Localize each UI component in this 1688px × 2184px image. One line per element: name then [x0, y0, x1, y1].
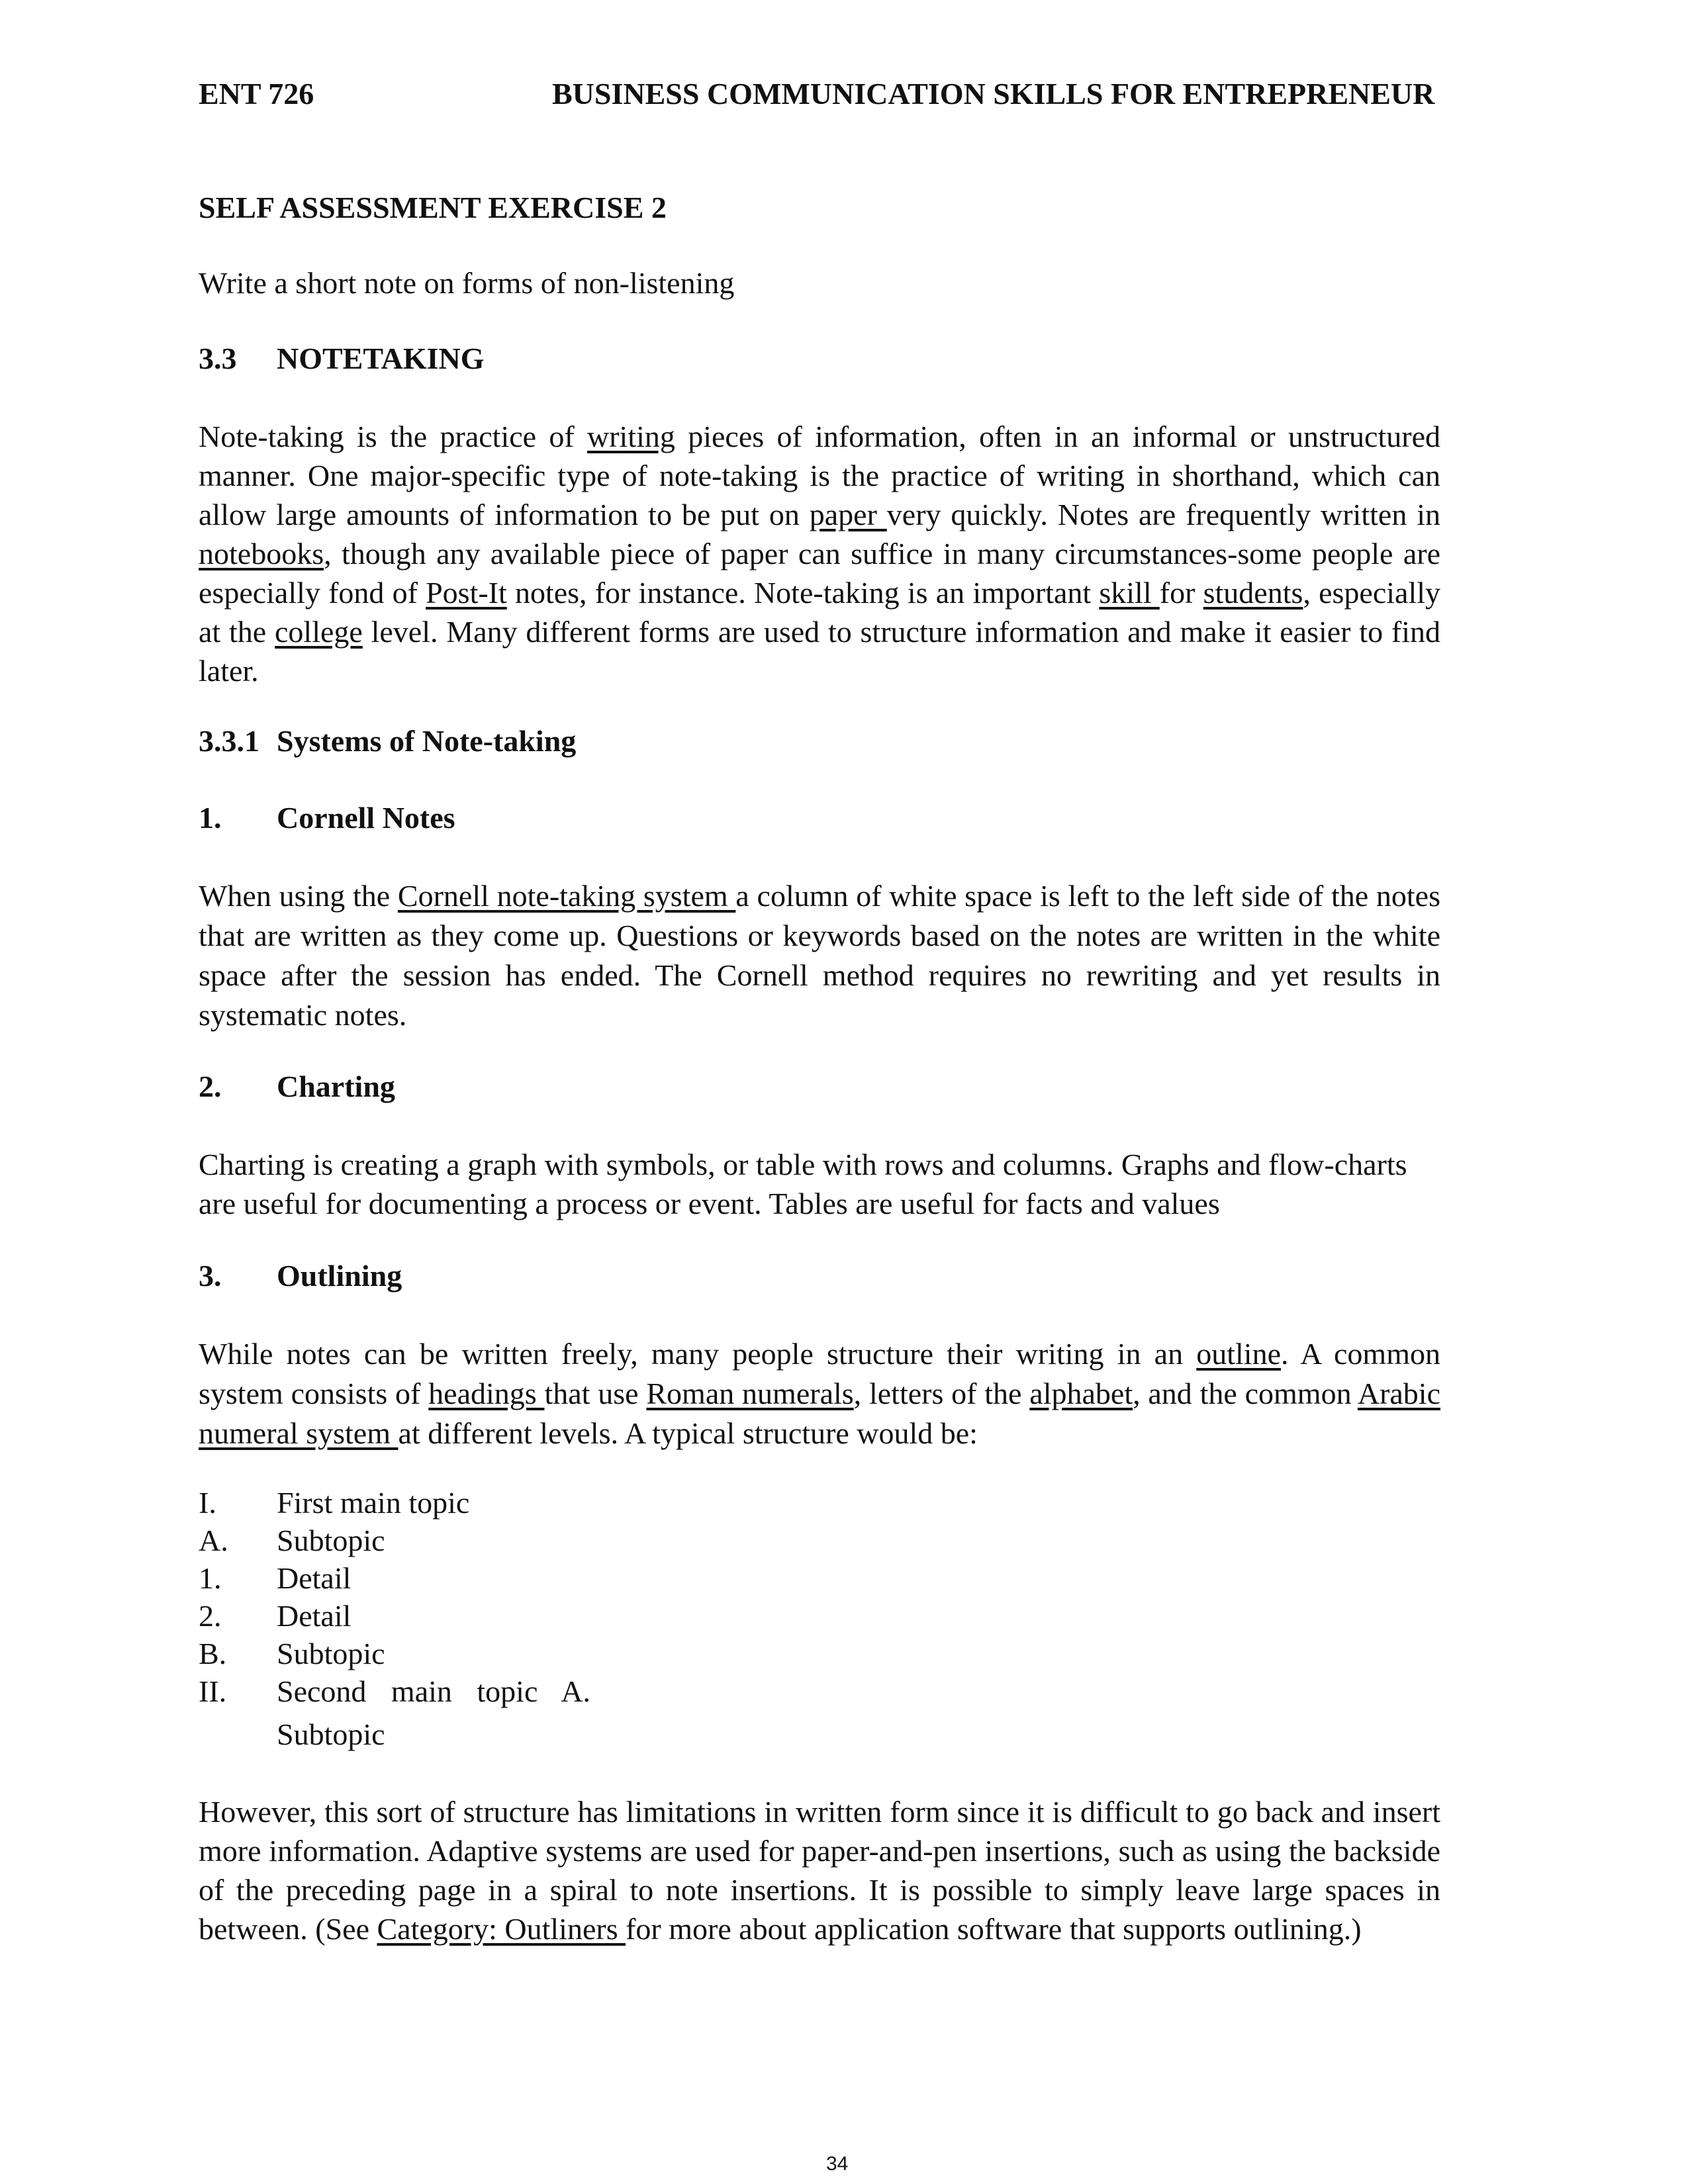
page-number: 34 [826, 2153, 849, 2175]
list-marker: 2. [199, 1599, 222, 1633]
section-title: NOTETAKING [277, 341, 485, 375]
list-text: Second main topic A. [277, 1674, 591, 1708]
header-course-code: ENT 726 [199, 77, 314, 111]
list-text: Subtopic [277, 1524, 385, 1557]
list-item [199, 1522, 794, 1559]
list-marker: II. [199, 1674, 227, 1708]
section-number: 3.3.1 [199, 724, 259, 758]
link-roman-numerals[interactable]: Roman numerals [646, 1377, 854, 1410]
link-college[interactable]: college [275, 615, 363, 649]
list-text: Detail [277, 1599, 352, 1633]
section-title: Systems of Note-taking [277, 724, 577, 758]
link-category-outliners[interactable]: Category: Outliners [377, 1912, 626, 1946]
link-paper[interactable]: paper [809, 498, 887, 531]
item-number: 2. [199, 1069, 222, 1103]
item-title: Charting [277, 1069, 395, 1103]
list-text: Subtopic [277, 1637, 385, 1670]
header-course-title: BUSINESS COMMUNICATION SKILLS FOR ENTREPRENEUR [552, 77, 1435, 111]
item-title: Outlining [277, 1259, 402, 1293]
list-item [199, 1559, 794, 1597]
list-text: First main topic [277, 1486, 470, 1520]
list-marker: B. [199, 1637, 227, 1670]
link-students[interactable]: students [1203, 576, 1303, 610]
list-item [199, 1635, 794, 1672]
link-headings[interactable]: headings [428, 1377, 545, 1410]
charting-paragraph: Charting is creating a graph with symbols, or table with rows and columns. Graphs and flow-charts are useful for documenting a process or event. Tables are useful for facts and values [199, 1148, 1407, 1220]
link-arabic-numeral-system[interactable]: Arabic numeral system [199, 1377, 1440, 1450]
outlining-paragraph: While notes can be written freely, many people structure their writing in an outline. A common system consists of headings that use Roman numerals, letters of the alphabet, and the common Arabic numeral system at different levels. A typical structure would be: [199, 1337, 1440, 1450]
item-title: Cornell Notes [277, 801, 455, 835]
list-item [199, 1672, 794, 1710]
list-item [199, 1597, 794, 1635]
list-item [199, 1715, 794, 1756]
link-alphabet[interactable]: alphabet [1029, 1377, 1133, 1410]
list-marker: 1. [199, 1561, 222, 1595]
link-outline[interactable]: outline [1196, 1337, 1282, 1371]
link-skill[interactable]: skill [1099, 576, 1160, 610]
list-text: Detail [277, 1561, 352, 1595]
cornell-paragraph: When using the Cornell note-taking system a column of white space is left to the left side of the notes that are written as they come up. Questions or keywords based on the notes are written in the white space after the session has ended. The Cornell method requires no rewriting and yet results in systematic notes. [199, 879, 1440, 1032]
notetaking-paragraph: Note-taking is the practice of writing pieces of information, often in an informal or unstructured manner. One major-specific type of note-taking is the practice of writing in shorthand, which can allow large amounts of information to be put on paper very quickly. Notes are frequently written in notebooks, though any available piece of paper can suffice in many circumstances-some people are especially fond of Post-It notes, for instance. Note-taking is an important skill for students, especially at the college level. Many different forms are used to structure information and make it easier to find later. [199, 420, 1440, 688]
outline-example-list [199, 1484, 794, 1756]
link-notebooks[interactable]: notebooks [199, 537, 324, 570]
link-writing[interactable]: writing [587, 420, 675, 453]
closing-paragraph: However, this sort of structure has limitations in written form since it is difficult to go back and insert more information. Adaptive systems are used for paper-and-pen insertions, such as using the backside of the preceding page in a spiral to note insertions. It is possible to simply leave large spaces in between. (See Category: Outliners for more about application software that supports outlining.) [199, 1795, 1440, 1946]
exercise-title: SELF ASSESSMENT EXERCISE 2 [199, 191, 667, 224]
exercise-question: Write a short note on forms of non-listening [199, 266, 735, 300]
item-number: 3. [199, 1259, 222, 1293]
list-marker: I. [199, 1486, 216, 1520]
section-number: 3.3 [199, 341, 237, 375]
list-item [199, 1484, 794, 1522]
list-text: Subtopic [277, 1717, 385, 1751]
item-number: 1. [199, 801, 222, 835]
list-marker: A. [199, 1524, 228, 1557]
link-post-it[interactable]: Post-It [426, 576, 507, 610]
link-cornell-note-taking-system[interactable]: Cornell note-taking system [397, 879, 736, 913]
